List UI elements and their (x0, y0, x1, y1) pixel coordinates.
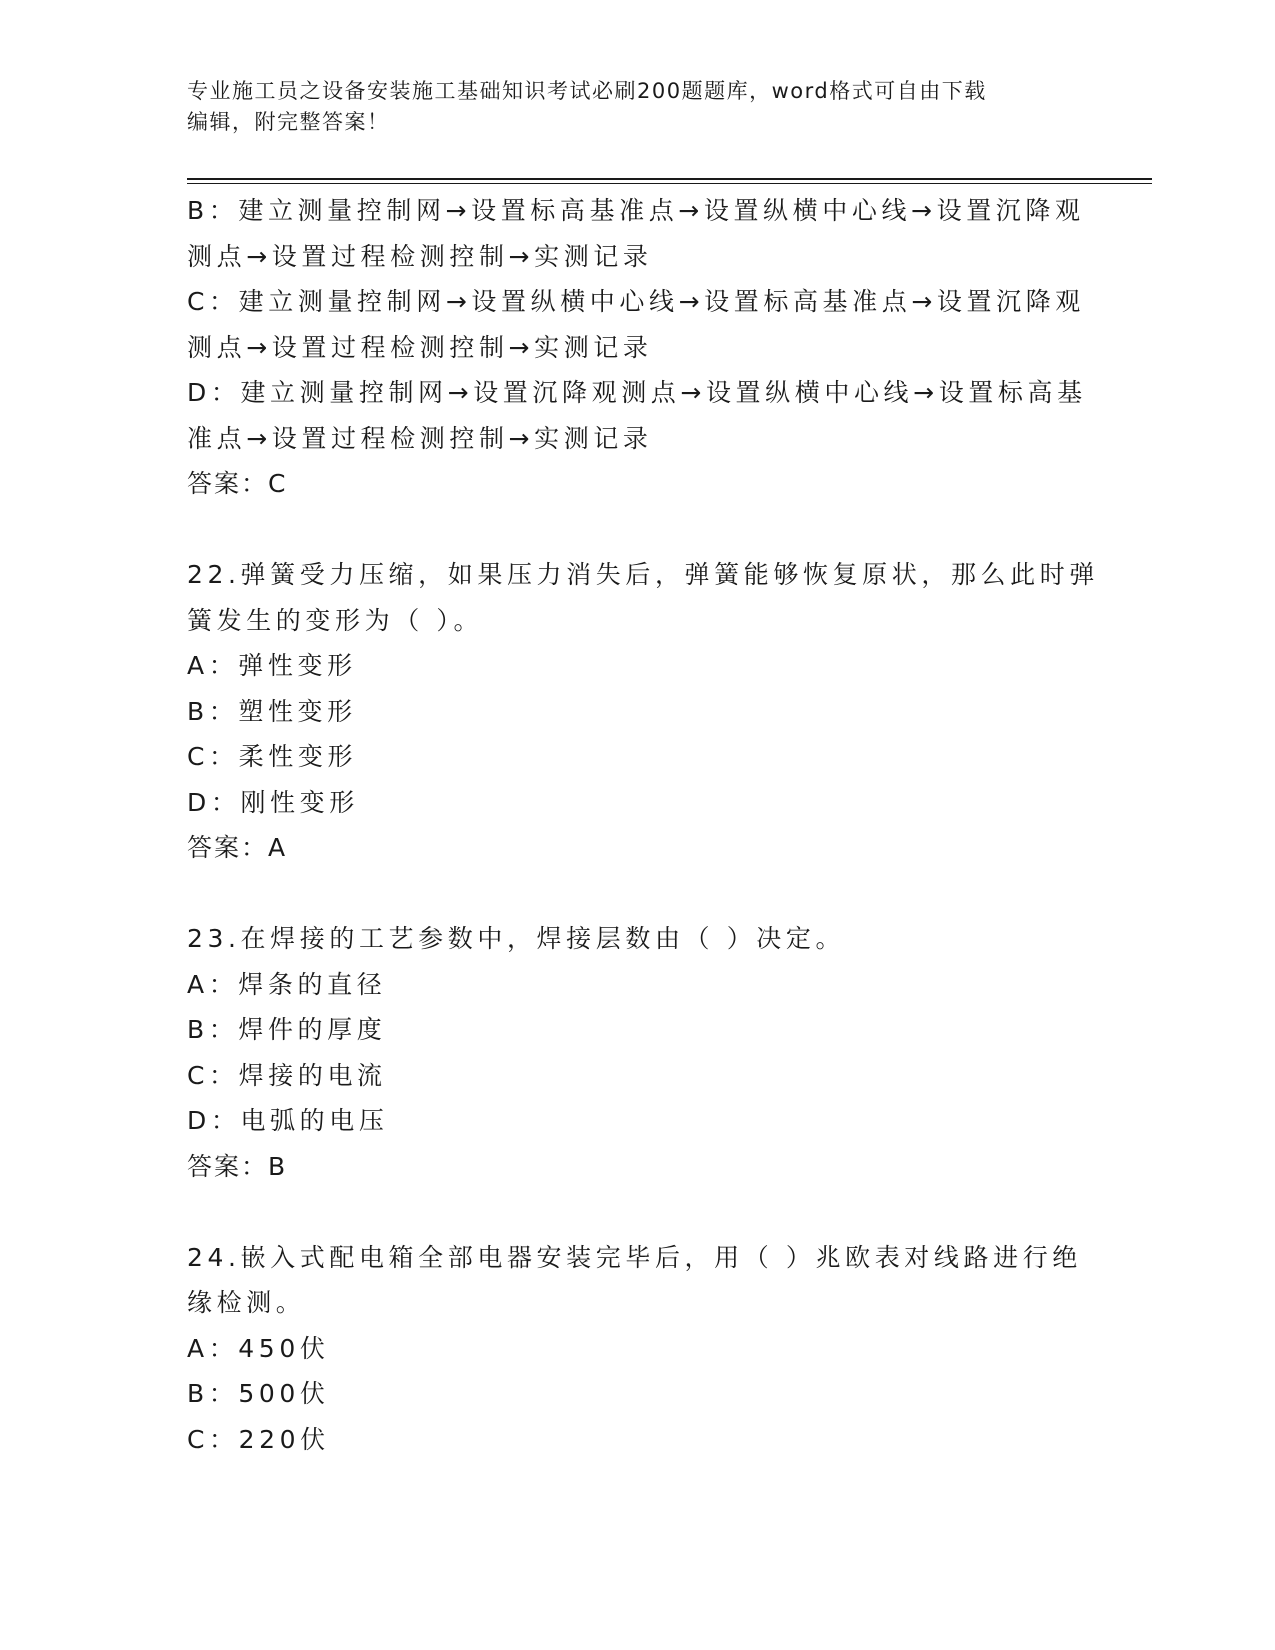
answer-22: 答案：A (187, 833, 288, 862)
option-b-line-1: B：建立测量控制网→设置标高基准点→设置纵横中心线→设置沉降观 (187, 196, 1085, 225)
question-stem-line-2: 缘检测。 (187, 1288, 306, 1317)
header-divider-thick (187, 178, 1152, 180)
answer-23: 答案：B (187, 1151, 288, 1181)
answer-21: 答案：C (187, 469, 288, 498)
question-23 (187, 916, 1087, 1189)
option-d: D：电弧的电压 (187, 1106, 389, 1135)
question-22 (187, 552, 1099, 871)
question-stem-line-1: 23.在焊接的工艺参数中，焊接层数由（ ）决定。 (187, 924, 846, 953)
option-c: C：焊接的电流 (187, 1060, 387, 1090)
question-stem-line-1: 24.嵌入式配电箱全部电器安装完毕后，用（ ）兆欧表对线路进行绝 (187, 1242, 1082, 1272)
document-header (187, 76, 1067, 138)
question-24 (187, 1235, 1087, 1463)
option-c-line-1: C：建立测量控制网→设置纵横中心线→设置标高基准点→设置沉降观 (187, 287, 1085, 316)
option-a: A：焊条的直径 (187, 969, 387, 999)
option-b: B：塑性变形 (187, 696, 357, 726)
header-divider-thin (187, 183, 1152, 184)
option-d: D：刚性变形 (187, 787, 359, 817)
spacer (187, 507, 1087, 553)
header-line-1: 专业施工员之设备安装施工基础知识考试必刷200题题库，word格式可自由下载 (187, 79, 987, 103)
spacer (187, 871, 1087, 917)
option-b: B：500伏 (187, 1379, 330, 1408)
option-d-line-1: D：建立测量控制网→设置沉降观测点→设置纵横中心线→设置标高基 (187, 378, 1087, 407)
header-line-2: 编辑，附完整答案！ (187, 110, 390, 134)
option-c: C：220伏 (187, 1424, 330, 1454)
question-stem-line-2: 簧发生的变形为（ ）。 (187, 605, 484, 635)
question-list (187, 188, 1099, 1462)
option-b-line-2: 测点→设置过程检测控制→实测记录 (187, 241, 653, 271)
option-a: A：弹性变形 (187, 651, 357, 680)
option-d-line-2: 准点→设置过程检测控制→实测记录 (187, 423, 653, 453)
option-c: C：柔性变形 (187, 742, 358, 771)
spacer (187, 1189, 1087, 1235)
option-b: B：焊件的厚度 (187, 1015, 387, 1044)
option-a: A：450伏 (187, 1333, 330, 1363)
question-21-continued (187, 188, 1087, 507)
question-stem-line-1: 22.弹簧受力压缩，如果压力消失后，弹簧能够恢复原状，那么此时弹 (187, 560, 1099, 589)
option-c-line-2: 测点→设置过程检测控制→实测记录 (187, 332, 653, 362)
